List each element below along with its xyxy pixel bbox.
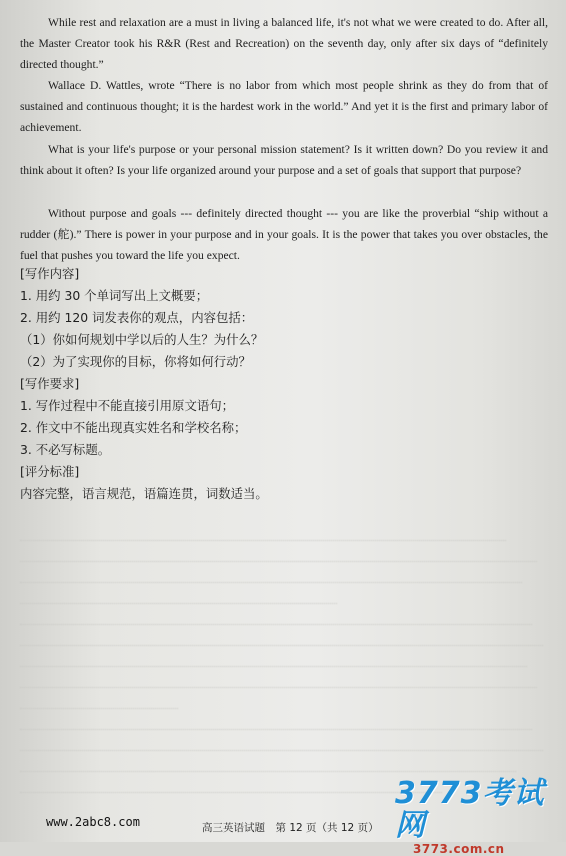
requirement-1: 1. 写作过程中不能直接引用原文语句； <box>20 398 235 413</box>
footer-site-url[interactable]: www.2abc8.com <box>46 815 140 829</box>
passage-paragraph-3: What is your life's purpose or your personal mission statement? Is it written down? Do you review it and think about it often? Is your life organized around your purpose and a set of goals that support that purpose? <box>20 143 548 177</box>
writing-sub-item-2: （2）为了实现你的目标，你将如何行动？ <box>20 354 251 369</box>
requirement-3: 3. 不必写标题。 <box>20 442 111 457</box>
writing-item-2: 2. 用约 120 词发表你的观点，内容包括： <box>20 310 254 325</box>
evaluation-header: [评分标准] <box>20 464 80 479</box>
writing-content-header: [写作内容] <box>20 266 80 281</box>
passage-paragraph-1: While rest and relaxation are a must in living a balanced life, it's not what we were created to do. After all, the Master Creator took his R&R (Rest and Recreation) on the seventh day, only after six days of “definitely directed thought.” <box>20 16 548 71</box>
writing-requirements-header: [写作要求] <box>20 376 80 391</box>
passage-paragraph-2: Wallace D. Wattles, wrote “There is no labor from which most people shrink as they do from that of sustained and continuous thought; it is the hardest work in the world.” And yet it is the first and primary labor of achievement. <box>20 79 548 134</box>
watermark-logo <box>395 776 555 856</box>
writing-item-1: 1. 用约 30 个单词写出上文概要； <box>20 288 209 303</box>
page-number-label: 高三英语试题 第 12 页（共 12 页） <box>202 822 379 834</box>
watermark-url[interactable]: 3773.com.cn <box>413 842 505 856</box>
writing-sub-item-1: （1）你如何规划中学以后的人生？为什么？ <box>20 332 264 347</box>
evaluation-criteria: 内容完整，语言规范，语篇连贯，词数适当。 <box>20 486 268 501</box>
watermark-logo-text: 3773考试网 <box>395 776 545 843</box>
show-through-text-block <box>20 520 548 800</box>
requirement-2: 2. 作文中不能出现真实姓名和学校名称； <box>20 420 247 435</box>
passage-paragraph-4: Without purpose and goals --- definitely directed thought --- you are like the proverbial “ship without a rudder (舵).” There is power in your purpose and in your goals. It is the power that takes you over obstacles, the fuel that pushes you toward the life you expect. <box>20 207 548 262</box>
